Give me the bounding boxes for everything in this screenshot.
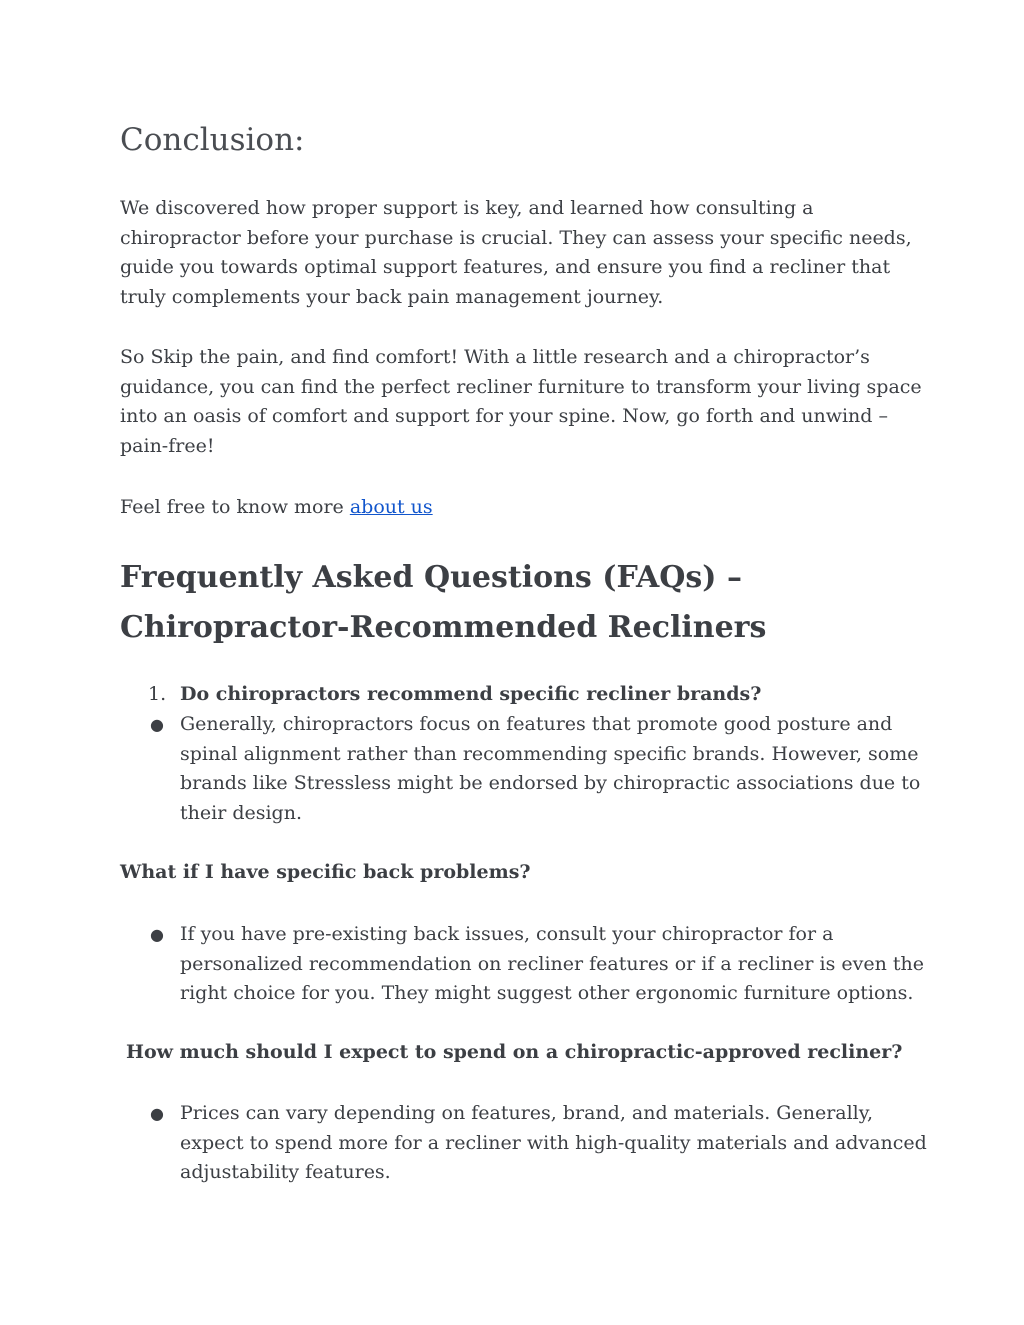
answer-line: personalized recommendation on recliner features or if a recliner is even the [180,952,925,975]
faq-heading [120,553,910,653]
bullet-icon: ● [150,925,164,944]
answer-line: If you have pre-existing back issues, consult your chiropractor for a [180,923,834,945]
paragraph-line: guidance, you can find the perfect recliner furniture to transform your living space [120,375,922,398]
paragraph-line: guide you towards optimal support features, and ensure you find a recliner that [120,256,891,279]
paragraph-line: truly complements your back pain management journey. [120,285,664,308]
answer-line: Prices can vary depending on features, brand, and materials. Generally, [180,1102,874,1124]
question-text: Do chiropractors recommend specific recliner brands? [180,683,762,705]
bullet-icon: ● [150,715,164,734]
faq-heading-line: Chiropractor-Recommended Recliners [120,610,767,645]
paragraph-line: pain-free! [120,434,215,457]
answer-line: adjustability features. [180,1161,391,1184]
faq-question-3: How much should I expect to spend on a chiropractic-approved recliner? [126,1041,903,1063]
list-number: 1. [148,683,167,705]
paragraph-line: We discovered how proper support is key, and learned how consulting a [120,197,814,219]
paragraph-line: So Skip the pain, and find comfort! With a little research and a chiropractor’s [120,346,870,368]
answer-text [180,920,925,1009]
paragraph-line: into an oasis of comfort and support for your spine. Now, go forth and unwind – [120,405,888,428]
conclusion-paragraph-1 [120,194,910,312]
faq-question-2: What if I have specific back problems? [120,861,531,883]
answer-line: their design. [180,801,302,824]
answer-text [180,1099,927,1188]
answer-line: right choice for you. They might suggest other ergonomic furniture options. [180,982,914,1005]
answer-text [180,710,920,828]
conclusion-paragraph-3 [120,493,910,523]
bullet-icon: ● [150,1104,164,1123]
answer-line: brands like Stressless might be endorsed by chiropractic associations due to [180,772,921,795]
faq-heading-line: Frequently Asked Questions (FAQs) – [120,560,742,595]
about-us-link[interactable]: about us [349,496,433,518]
paragraph-line: chiropractor before your purchase is crucial. They can assess your specific needs, [120,226,912,249]
answer-line: Generally, chiropractors focus on features that promote good posture and [180,713,893,735]
answer-line: spinal alignment rather than recommending specific brands. However, some [180,742,919,765]
conclusion-paragraph-2 [120,343,922,461]
conclusion-heading: Conclusion: [120,122,305,158]
paragraph-text: Feel free to know more [120,496,350,518]
answer-line: expect to spend more for a recliner with high-quality materials and advanced [180,1131,927,1154]
